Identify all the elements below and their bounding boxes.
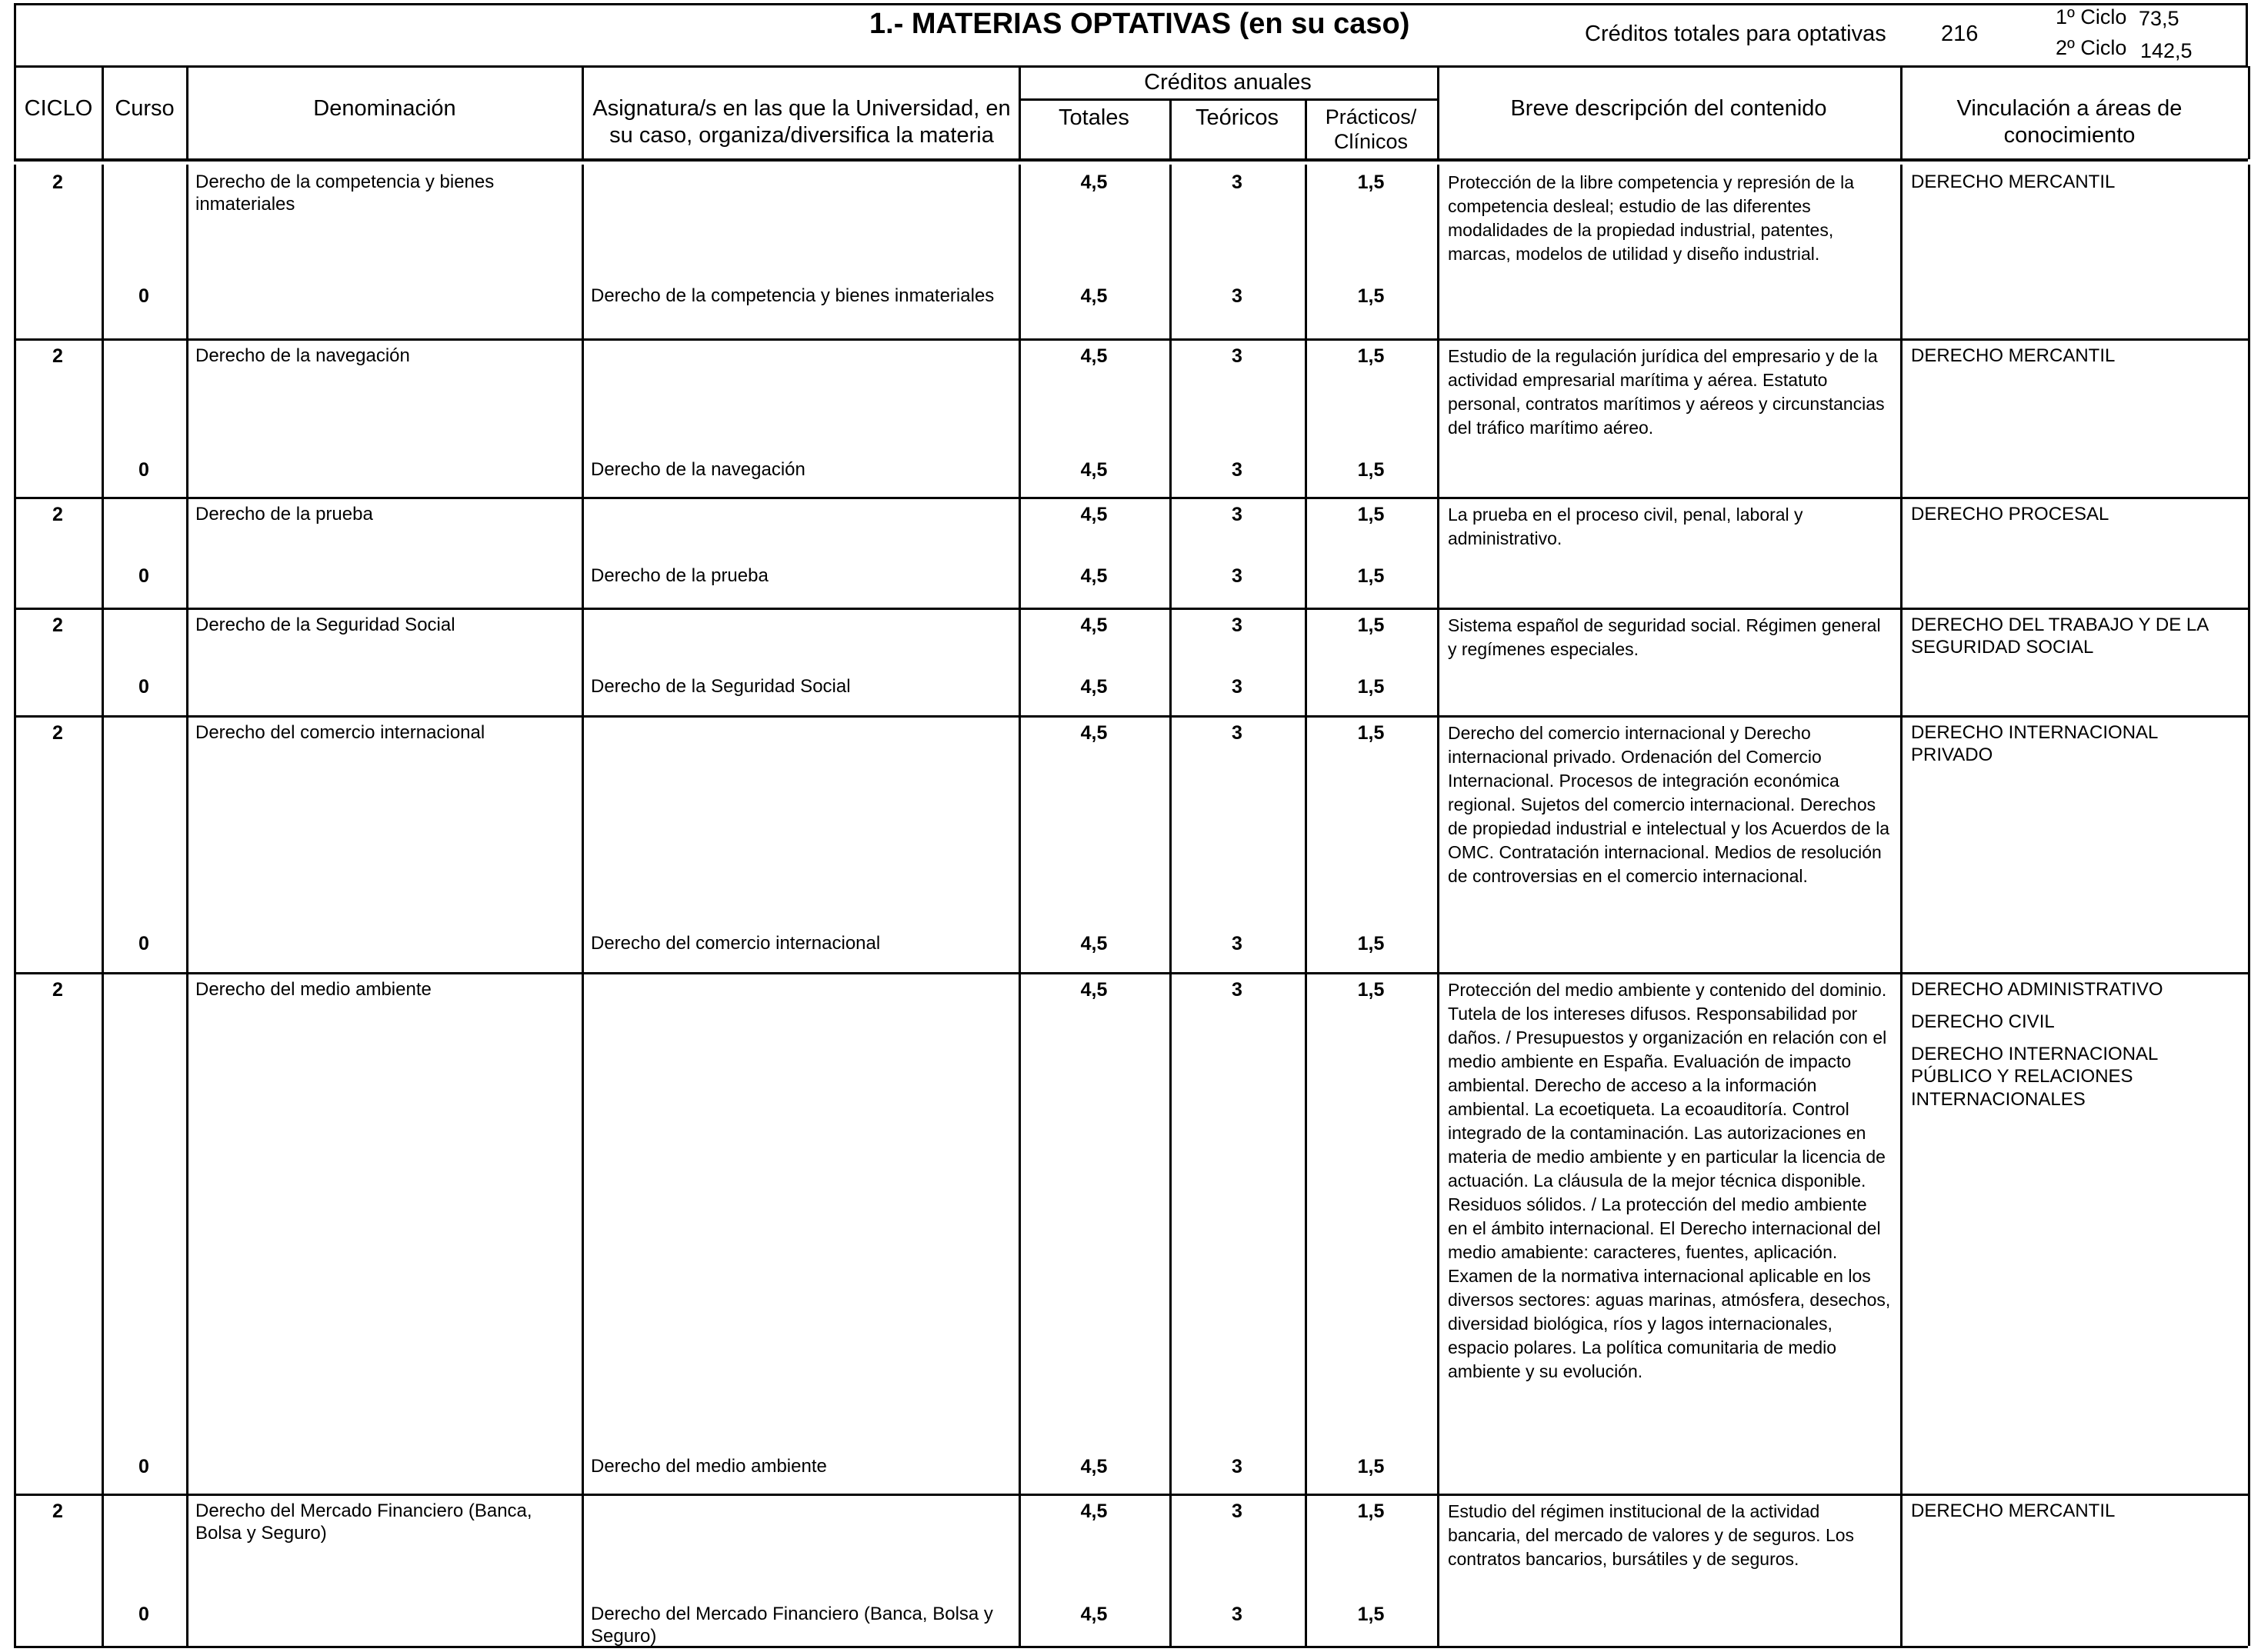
body-column-rule	[186, 608, 188, 715]
page-title: 1.- MATERIAS OPTATIVAS (en su caso)	[869, 8, 1410, 40]
descripcion-cell: Derecho del comercio internacional y Derecho internacional privado. Ordenación del Comercio Internacional. Procesos de integración económica regional. Sujetos del comercio internacional. Derechos de propiedad industrial e intelectual y los Acuerdos de la OMC. Contratación internacional. Medios de resolución de controversias en el comercio internacional.	[1448, 723, 1890, 886]
area-cell: DERECHO MERCANTIL	[1911, 1500, 2116, 1521]
body-column-rule	[102, 165, 104, 338]
practicos-cell: 1,5	[1357, 172, 1385, 193]
practicos-cell: 1,5	[1357, 1500, 1385, 1522]
descripcion-cell: Sistema español de seguridad social. Régimen general y regímenes especiales.	[1448, 615, 1881, 659]
totales-cell: 4,5	[1080, 504, 1108, 525]
col-ciclo: CICLO	[24, 96, 93, 121]
header-column-rule	[1019, 66, 1021, 159]
teoricos-cell: 3	[1232, 615, 1242, 636]
body-column-rule	[1900, 1494, 1903, 1646]
body-column-rule	[1169, 972, 1172, 1494]
body-column-rule	[1437, 165, 1439, 338]
body-column-rule	[2248, 1494, 2250, 1646]
header-column-rule	[1305, 98, 1307, 159]
sub-practicos-cell: 1,5	[1357, 676, 1385, 698]
area-cell: DERECHO INTERNACIONAL PÚBLICO Y RELACIONES INTERNACIONALES	[1911, 1044, 2158, 1110]
body-column-rule	[102, 972, 104, 1494]
ciclo2-value: 142,5	[2140, 39, 2193, 62]
sub-totales-cell: 4,5	[1080, 1604, 1108, 1625]
col-descripcion: Breve descripción del contenido	[1510, 96, 1827, 121]
sub-totales-cell: 4,5	[1080, 1456, 1108, 1477]
col-denominacion: Denominación	[313, 96, 456, 121]
body-column-rule	[1900, 715, 1903, 972]
row-separator-rule	[14, 608, 2248, 610]
body-column-rule	[1437, 1494, 1439, 1646]
denominacion-cell: Derecho del medio ambiente	[195, 979, 432, 1000]
practicos-cell: 1,5	[1357, 722, 1385, 744]
body-column-rule	[582, 1494, 584, 1646]
denominacion-cell: Derecho del Mercado Financiero (Banca, Bolsa y Seguro)	[195, 1500, 532, 1544]
curso-cell: 0	[138, 933, 149, 954]
area-cell: DERECHO DEL TRABAJO Y DE LA SEGURIDAD SOCIAL	[1911, 615, 2208, 658]
header-column-rule	[102, 66, 104, 159]
sub-totales-cell: 4,5	[1080, 565, 1108, 587]
body-column-rule	[2248, 165, 2250, 338]
body-column-rule	[582, 715, 584, 972]
practicos-cell: 1,5	[1357, 504, 1385, 525]
col-asignatura: Asignatura/s en las que la Universidad, en su caso, organiza/diversifica la materia	[592, 96, 1011, 148]
body-column-rule	[186, 1494, 188, 1646]
body-column-rule	[186, 165, 188, 338]
denominacion-cell: Derecho del comercio internacional	[195, 722, 485, 743]
sub-teoricos-cell: 3	[1232, 1604, 1242, 1625]
asignatura-cell: Derecho del medio ambiente	[591, 1456, 827, 1477]
asignatura-cell: Derecho de la prueba	[591, 565, 769, 586]
area-cell: DERECHO ADMINISTRATIVO	[1911, 979, 2163, 1000]
body-column-rule	[582, 497, 584, 608]
body-column-rule	[2248, 338, 2250, 497]
body-column-rule	[582, 165, 584, 338]
col-practicos: Prácticos/ Clínicos	[1325, 105, 1417, 154]
credits-total: 216	[1941, 22, 1979, 46]
row-separator-rule	[14, 972, 2248, 974]
body-column-rule	[1437, 715, 1439, 972]
sub-teoricos-cell: 3	[1232, 459, 1242, 481]
descripcion-cell: La prueba en el proceso civil, penal, laboral y administrativo.	[1448, 505, 1803, 548]
practicos-cell: 1,5	[1357, 615, 1385, 636]
body-column-rule	[186, 972, 188, 1494]
body-column-rule	[1305, 972, 1307, 1494]
body-column-rule	[2248, 608, 2250, 715]
body-column-rule	[14, 715, 16, 972]
creditos-subheader-rule	[1019, 98, 1437, 101]
header-column-rule	[1169, 98, 1172, 159]
header-column-rule	[186, 66, 188, 159]
sub-teoricos-cell: 3	[1232, 285, 1242, 307]
title-box-border	[14, 3, 16, 68]
sub-totales-cell: 4,5	[1080, 459, 1108, 481]
body-column-rule	[102, 497, 104, 608]
practicos-cell: 1,5	[1357, 979, 1385, 1001]
row-separator-rule	[14, 715, 2248, 718]
body-column-rule	[1900, 972, 1903, 1494]
body-column-rule	[1437, 338, 1439, 497]
body-column-rule	[102, 608, 104, 715]
ciclo-cell: 2	[52, 722, 63, 744]
title-box-border	[14, 3, 2248, 5]
sub-teoricos-cell: 3	[1232, 1456, 1242, 1477]
totales-cell: 4,5	[1080, 172, 1108, 193]
row-separator-rule	[14, 1646, 2248, 1648]
ciclo-cell: 2	[52, 979, 63, 1001]
body-column-rule	[1900, 338, 1903, 497]
sub-practicos-cell: 1,5	[1357, 459, 1385, 481]
sub-teoricos-cell: 3	[1232, 565, 1242, 587]
sub-teoricos-cell: 3	[1232, 676, 1242, 698]
area-cell: DERECHO MERCANTIL	[1911, 345, 2116, 366]
col-totales: Totales	[1059, 105, 1129, 130]
denominacion-cell: Derecho de la Seguridad Social	[195, 615, 455, 635]
curso-cell: 0	[138, 1456, 149, 1477]
totales-cell: 4,5	[1080, 345, 1108, 367]
body-column-rule	[186, 497, 188, 608]
sub-totales-cell: 4,5	[1080, 933, 1108, 954]
header-column-rule	[14, 66, 16, 159]
col-creditos-anuales: Créditos anuales	[1144, 70, 1312, 95]
ciclo-cell: 2	[52, 615, 63, 636]
title-box-border	[14, 65, 2248, 68]
ciclo-cell: 2	[52, 1500, 63, 1522]
practicos-cell: 1,5	[1357, 345, 1385, 367]
body-column-rule	[1019, 972, 1021, 1494]
sub-teoricos-cell: 3	[1232, 933, 1242, 954]
curso-cell: 0	[138, 459, 149, 481]
sub-practicos-cell: 1,5	[1357, 933, 1385, 954]
totales-cell: 4,5	[1080, 722, 1108, 744]
teoricos-cell: 3	[1232, 345, 1242, 367]
ciclo1-value: 73,5	[2139, 7, 2179, 30]
teoricos-cell: 3	[1232, 722, 1242, 744]
body-column-rule	[1437, 608, 1439, 715]
curso-cell: 0	[138, 1604, 149, 1625]
body-column-rule	[582, 972, 584, 1494]
ciclo-cell: 2	[52, 504, 63, 525]
descripcion-cell: Protección del medio ambiente y contenido del dominio. Tutela de los intereses difusos. Responsabilidad por daños. / Presupuestos y organización en relación con el medio ambiente en España. Evaluación de impacto ambiental. Derecho de acceso a la información ambiental. La ecoetiqueta. La ecoauditoría. Control integrado de la contaminación. Las autorizaciones en materia de medio ambiente y en particular la licencia de actuación. La cláusula de la mejor técnica disponible. Residuos sólidos. / La protección del medio ambiente en el ámbito internacional. El Derecho internacional del medio amabiente: caracteres, fuentes, aplicación. Examen de la normativa internacional aplicable en los diversos sectores: aguas marinas, atmósfera, desechos, diversidad biológica, ríos y lagos internacionales, espacio polares. La política comunitaria de medio ambiente y su evolución.	[1448, 980, 1891, 1381]
totales-cell: 4,5	[1080, 615, 1108, 636]
sub-practicos-cell: 1,5	[1357, 285, 1385, 307]
descripcion-cell: Protección de la libre competencia y represión de la competencia desleal; estudio de las diferentes modalidades de la propiedad industrial, patentes, marcas, modelos de utilidad y diseño industrial.	[1448, 172, 1855, 264]
descripcion-cell: Estudio de la regulación jurídica del empresario y de la actividad empresarial marítima y aérea. Estatuto personal, contratos marítimos y aéreos y circunstancias del tráfico marítimo aéreo.	[1448, 346, 1885, 438]
body-column-rule	[1437, 972, 1439, 1494]
denominacion-cell: Derecho de la prueba	[195, 504, 373, 525]
area-cell: DERECHO CIVIL	[1911, 1011, 2055, 1032]
body-column-rule	[582, 608, 584, 715]
body-column-rule	[1437, 497, 1439, 608]
body-column-rule	[2248, 715, 2250, 972]
denominacion-cell: Derecho de la competencia y bienes inmateriales	[195, 172, 495, 215]
row-separator-rule	[14, 497, 2248, 499]
body-column-rule	[14, 972, 16, 1494]
credits-label: Créditos totales para optativas	[1585, 22, 1886, 46]
sub-practicos-cell: 1,5	[1357, 1456, 1385, 1477]
ciclo-cell: 2	[52, 345, 63, 367]
ciclo-cell: 2	[52, 172, 63, 193]
curso-cell: 0	[138, 565, 149, 587]
asignatura-cell: Derecho del comercio internacional	[591, 933, 881, 954]
sub-practicos-cell: 1,5	[1357, 565, 1385, 587]
teoricos-cell: 3	[1232, 504, 1242, 525]
descripcion-cell: Estudio del régimen institucional de la actividad bancaria, del mercado de valores y de seguros. Los contratos bancarios, bursátiles y de seguros.	[1448, 1501, 1855, 1569]
body-column-rule	[186, 338, 188, 497]
teoricos-cell: 3	[1232, 979, 1242, 1001]
body-column-rule	[2248, 497, 2250, 608]
sub-totales-cell: 4,5	[1080, 676, 1108, 698]
col-vinculacion: Vinculación a áreas de conocimiento	[1956, 96, 2183, 148]
row-separator-rule	[14, 1494, 2248, 1496]
col-teoricos: Teóricos	[1196, 105, 1279, 130]
sub-practicos-cell: 1,5	[1357, 1604, 1385, 1625]
curso-cell: 0	[138, 676, 149, 698]
body-column-rule	[1900, 497, 1903, 608]
ciclo1-label: 1º Ciclo	[2056, 5, 2127, 28]
curso-cell: 0	[138, 285, 149, 307]
body-column-rule	[186, 715, 188, 972]
asignatura-cell: Derecho de la competencia y bienes inmateriales	[591, 285, 995, 306]
header-bottom-rule	[14, 158, 2248, 162]
totales-cell: 4,5	[1080, 1500, 1108, 1522]
area-cell: DERECHO MERCANTIL	[1911, 172, 2116, 192]
asignatura-cell: Derecho de la Seguridad Social	[591, 676, 851, 697]
denominacion-cell: Derecho de la navegación	[195, 345, 410, 366]
sub-totales-cell: 4,5	[1080, 285, 1108, 307]
asignatura-cell: Derecho del Mercado Financiero (Banca, Bolsa y Seguro)	[591, 1604, 993, 1647]
totales-cell: 4,5	[1080, 979, 1108, 1001]
body-column-rule	[582, 338, 584, 497]
header-column-rule	[582, 66, 584, 159]
body-column-rule	[2248, 972, 2250, 1494]
title-box-border	[2246, 3, 2248, 68]
body-column-rule	[1900, 608, 1903, 715]
ciclo2-label: 2º Ciclo	[2056, 36, 2127, 59]
body-column-rule	[1900, 165, 1903, 338]
col-curso: Curso	[115, 96, 175, 121]
row-separator-rule	[14, 338, 2248, 341]
area-cell: DERECHO INTERNACIONAL PRIVADO	[1911, 722, 2158, 766]
area-cell: DERECHO PROCESAL	[1911, 504, 2109, 525]
asignatura-cell: Derecho de la navegación	[591, 459, 805, 480]
teoricos-cell: 3	[1232, 172, 1242, 193]
teoricos-cell: 3	[1232, 1500, 1242, 1522]
header-column-rule	[2248, 66, 2250, 159]
header-column-rule	[1437, 66, 1439, 159]
header-column-rule	[1900, 66, 1903, 159]
